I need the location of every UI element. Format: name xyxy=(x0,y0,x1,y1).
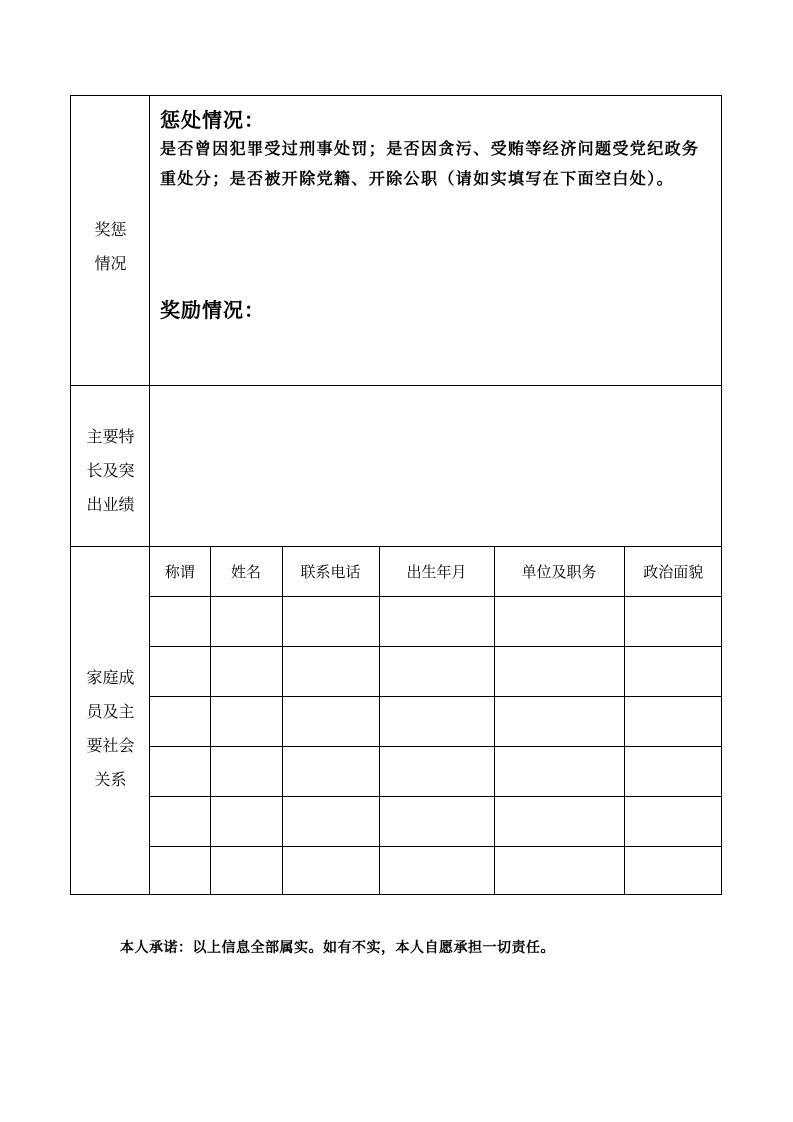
table-row xyxy=(150,646,722,696)
punishment-title: 惩处情况： xyxy=(160,108,265,132)
table-cell[interactable] xyxy=(150,746,210,796)
table-cell[interactable] xyxy=(150,646,210,696)
application-form-table xyxy=(70,95,722,895)
rewards-punishments-label xyxy=(71,213,150,281)
pledge-statement: 本人承诺：以上信息全部属实。如有不实，本人自愿承担一切责任。 xyxy=(120,940,555,956)
table-cell[interactable] xyxy=(282,696,379,746)
table-cell[interactable] xyxy=(150,596,210,646)
table-cell[interactable] xyxy=(624,646,722,696)
table-cell[interactable] xyxy=(282,646,379,696)
table-cell[interactable] xyxy=(624,746,722,796)
table-cell[interactable] xyxy=(624,846,722,895)
table-cell[interactable] xyxy=(494,696,624,746)
label-line: 长及突 xyxy=(86,461,135,480)
family-members-table xyxy=(150,547,722,895)
table-cell[interactable] xyxy=(379,746,494,796)
column-header: 单位及职务 xyxy=(494,547,624,596)
family-table-header xyxy=(150,547,722,596)
column-header: 政治面貌 xyxy=(624,547,722,596)
reward-title: 奖励情况： xyxy=(160,298,265,322)
table-cell[interactable] xyxy=(282,596,379,646)
label-line: 员及主 xyxy=(86,702,135,721)
table-row xyxy=(150,696,722,746)
table-cell[interactable] xyxy=(379,796,494,846)
table-cell[interactable] xyxy=(494,646,624,696)
table-cell[interactable] xyxy=(210,796,282,846)
table-cell[interactable] xyxy=(210,646,282,696)
table-cell[interactable] xyxy=(282,796,379,846)
table-row xyxy=(150,596,722,646)
label-line: 情况 xyxy=(94,254,127,273)
table-row xyxy=(150,796,722,846)
table-cell[interactable] xyxy=(624,796,722,846)
column-header: 姓名 xyxy=(210,547,282,596)
punishment-instructions: 是否曾因犯罪受过刑事处罚；是否因贪污、受贿等经济问题受党纪政务重处分；是否被开除党籍、开除公职（请如实填写在下面空白处）。 xyxy=(160,139,700,188)
table-cell[interactable] xyxy=(624,596,722,646)
table-cell[interactable] xyxy=(494,596,624,646)
label-line: 关系 xyxy=(94,770,127,789)
label-line: 要社会 xyxy=(86,736,135,755)
table-row xyxy=(150,746,722,796)
table-cell[interactable] xyxy=(150,846,210,895)
table-cell[interactable] xyxy=(282,846,379,895)
table-cell[interactable] xyxy=(494,746,624,796)
table-cell[interactable] xyxy=(624,696,722,746)
table-cell[interactable] xyxy=(379,646,494,696)
table-cell[interactable] xyxy=(210,746,282,796)
table-cell[interactable] xyxy=(379,696,494,746)
table-row xyxy=(150,846,722,895)
table-cell[interactable] xyxy=(150,696,210,746)
label-line: 奖惩 xyxy=(94,220,127,239)
table-cell[interactable] xyxy=(494,796,624,846)
table-cell[interactable] xyxy=(494,846,624,895)
column-header: 联系电话 xyxy=(282,547,379,596)
specialties-label xyxy=(71,420,150,522)
family-label xyxy=(71,661,150,797)
label-line: 出业绩 xyxy=(86,495,135,514)
table-cell[interactable] xyxy=(210,696,282,746)
table-cell[interactable] xyxy=(282,746,379,796)
column-header: 出生年月 xyxy=(379,547,494,596)
table-cell[interactable] xyxy=(150,796,210,846)
table-cell[interactable] xyxy=(379,846,494,895)
table-cell[interactable] xyxy=(210,846,282,895)
label-line: 主要特 xyxy=(86,427,135,446)
table-cell[interactable] xyxy=(210,596,282,646)
row-divider xyxy=(71,385,721,386)
column-header: 称谓 xyxy=(150,547,210,596)
table-cell[interactable] xyxy=(379,596,494,646)
label-line: 家庭成 xyxy=(86,668,135,687)
